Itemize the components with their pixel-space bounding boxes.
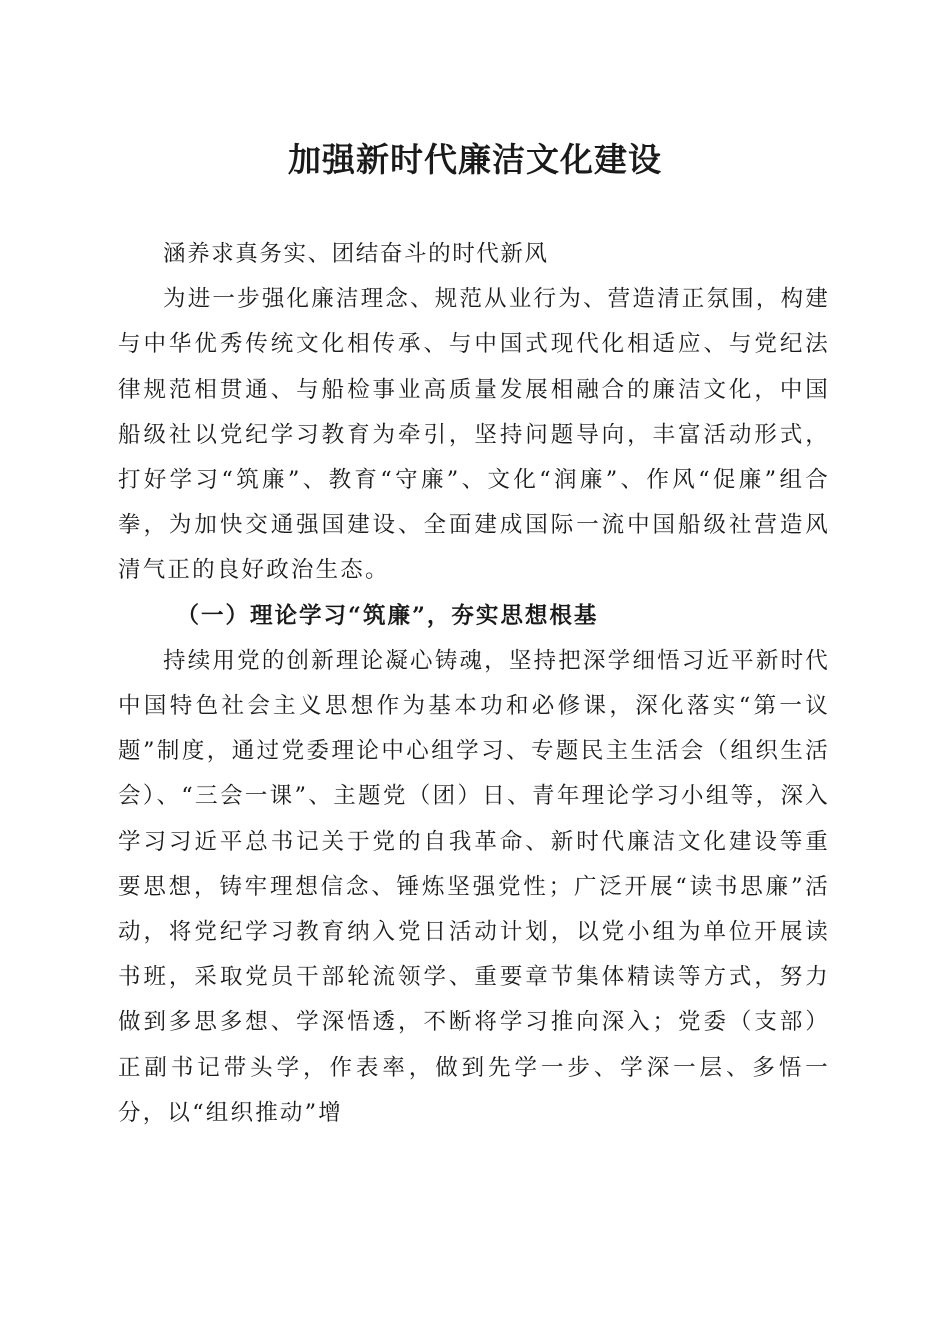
document-subtitle: 涵养求真务实、团结奋斗的时代新风 xyxy=(163,241,549,267)
section-paragraph: 持续用党的创新理论凝心铸魂，坚持把深学细悟习近平新时代中国特色社会主义思想作为基本功和必修课，深化落实“第一议题”制度，通过党委理论中心组学习、专题民主生活会（组织生活会）、“三会一课”、主题党（团）日、青年理论学习小组等，深入学习习近平总书记关于党的自我革命、新时代廉洁文化建设等重要思想，铸牢理想信念、锤炼坚强党性；广泛开展“读书思廉”活动，将党纪学习教育纳入党日活动计划，以党小组为单位开展读书班，采取党员干部轮流领学、重要章节集体精读等方式，努力做到多思多想、学深悟透，不断将学习推向深入；党委（支部）正副书记带头学，作表率，做到先学一步、学深一层、多悟一分，以“组织推动”增 xyxy=(118,647,830,1126)
document-title: 加强新时代廉洁文化建设 xyxy=(288,140,662,179)
section-heading: （一）理论学习“筑廉”，夯实思想根基 xyxy=(176,602,599,629)
intro-paragraph: 为进一步强化廉洁理念、规范从业行为、营造清正氛围，构建与中华优秀传统文化相传承、与中国式现代化相适应、与党纪法律规范相贯通、与船检事业高质量发展相融合的廉洁文化，中国船级社以党纪学习教育为牵引，坚持问题导向，丰富活动形式，打好学习“筑廉”、教育“守廉”、文化“润廉”、作风“促廉”组合拳，为加快交通强国建设、全面建成国际一流中国船级社营造风清气正的良好政治生态。 xyxy=(118,286,830,584)
document-body xyxy=(118,232,830,1136)
